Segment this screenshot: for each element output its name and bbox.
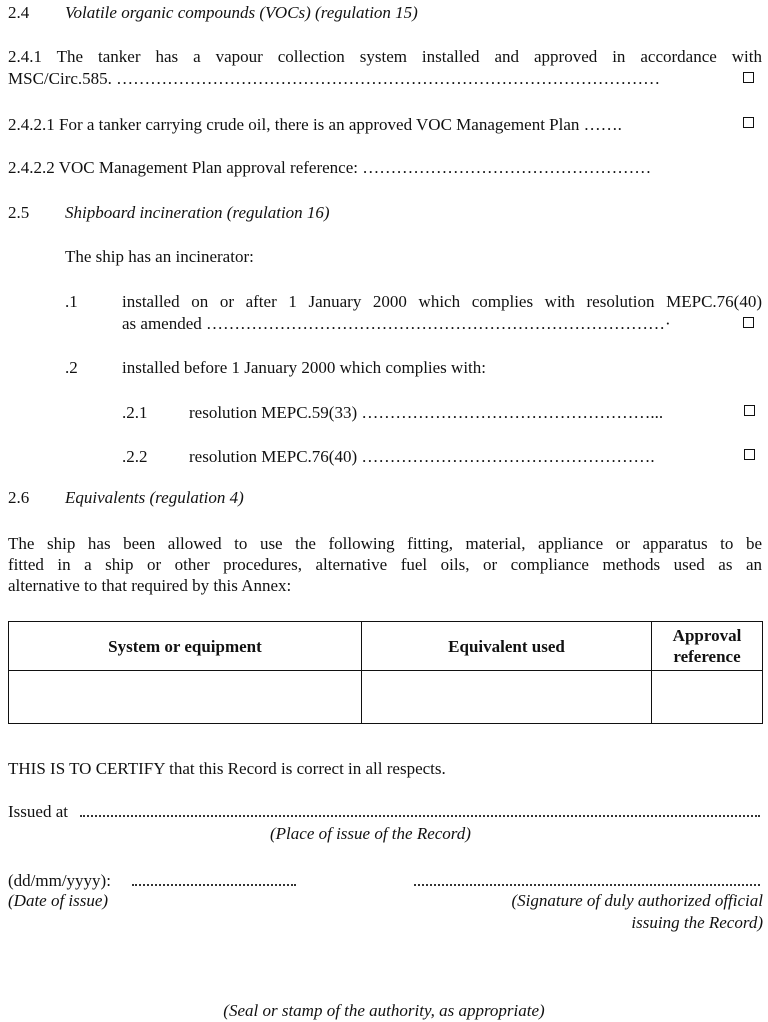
item-1-number: .1: [65, 292, 78, 311]
table-cell-approval[interactable]: [652, 671, 763, 724]
table-cell-system[interactable]: [9, 671, 362, 724]
equivalents-para-line2: fitted in a ship or other procedures, alternative fuel oils, or compliance methods used as an: [8, 555, 762, 574]
section-2-4-number: 2.4: [8, 3, 30, 22]
issued-at-label: Issued at: [8, 802, 68, 821]
item-1-line1: installed on or after 1 January 2000 which complies with resolution MEPC.76(40): [122, 292, 762, 311]
signature-caption-line2: issuing the Record): [631, 913, 763, 932]
incinerator-intro: The ship has an incinerator:: [65, 247, 254, 266]
table-header-approval: Approval reference: [652, 622, 763, 671]
equivalents-table: [8, 621, 763, 724]
item-2-1-number: .2.1: [122, 403, 148, 422]
table-cell-equivalent[interactable]: [362, 671, 652, 724]
date-label: (dd/mm/yyyy):: [8, 871, 111, 890]
voc-plan-checkbox[interactable]: [743, 117, 754, 128]
section-2-5-title: Shipboard incineration (regulation 16): [65, 203, 330, 222]
section-2-4-2-1-text: 2.4.2.1 For a tanker carrying crude oil, there is an approved VOC Management Plan …….: [8, 115, 622, 134]
issued-at-caption: (Place of issue of the Record): [270, 824, 471, 843]
item-2-2-text: resolution MEPC.76(40) …………………………………………….: [189, 447, 655, 466]
section-2-4-title: Volatile organic compounds (VOCs) (regulation 15): [65, 3, 418, 22]
mepc-76-checkbox[interactable]: [744, 449, 755, 460]
section-2-4-1-line1: 2.4.1 The tanker has a vapour collection system installed and approved in accordance with: [8, 47, 762, 66]
section-2-4-1-line2: MSC/Circ.585. ……………………………………………………………………………………: [8, 69, 661, 88]
issued-at-field[interactable]: [80, 815, 760, 817]
section-2-5-number: 2.5: [8, 203, 30, 222]
vapour-collection-checkbox[interactable]: [743, 72, 754, 83]
signature-field[interactable]: [414, 884, 760, 886]
date-caption: (Date of issue): [8, 891, 109, 910]
table-row: [9, 671, 763, 724]
equivalents-para-line1: The ship has been allowed to use the following fitting, material, appliance or apparatus to be: [8, 534, 762, 553]
section-2-6-title: Equivalents (regulation 4): [65, 488, 244, 507]
certify-statement: THIS IS TO CERTIFY that this Record is correct in all respects.: [8, 759, 446, 778]
signature-caption-line1: (Signature of duly authorized official: [511, 891, 763, 910]
item-2-2-number: .2.2: [122, 447, 148, 466]
item-2-1-text: resolution MEPC.59(33) ……………………………………………...: [189, 403, 664, 422]
item-2-text: installed before 1 January 2000 which complies with:: [122, 358, 486, 377]
equivalents-para-line3: alternative to that required by this Annex:: [8, 576, 292, 595]
section-2-4-2-2-text: 2.4.2.2 VOC Management Plan approval reference: ……………………………………………: [8, 158, 652, 177]
mepc-59-checkbox[interactable]: [744, 405, 755, 416]
seal-caption: (Seal or stamp of the authority, as appropriate): [223, 1001, 545, 1020]
date-field[interactable]: [132, 884, 296, 886]
item-2-number: .2: [65, 358, 78, 377]
item-1-line2: as amended ………………………………………………………………………·: [122, 314, 671, 333]
incinerator-after-2000-checkbox[interactable]: [743, 317, 754, 328]
section-2-6-number: 2.6: [8, 488, 30, 507]
table-header-equivalent: Equivalent used: [362, 622, 652, 671]
table-header-system: System or equipment: [9, 622, 362, 671]
